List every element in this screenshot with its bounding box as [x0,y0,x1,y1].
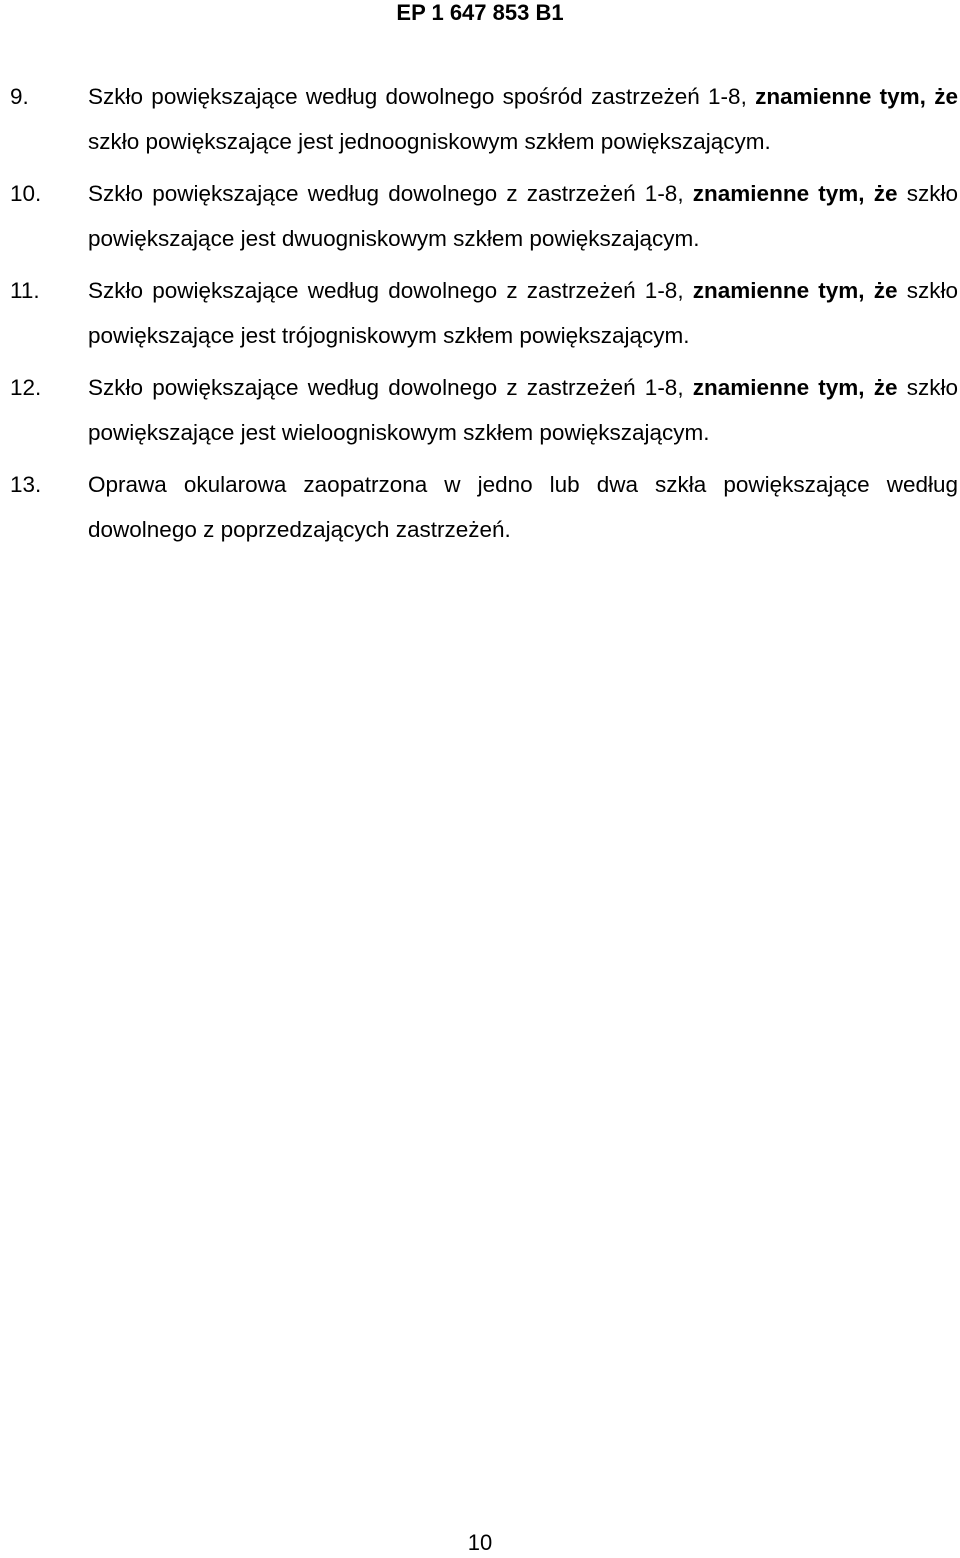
claim-text [88,268,958,358]
claim-13 [0,462,960,552]
claim-text-start: Szkło powiększające według dowolnego z zastrzeżeń 1-8, [88,278,693,303]
claim-text-start: Szkło powiększające według dowolnego spośród zastrzeżeń 1-8, [88,84,756,109]
claim-11 [0,268,960,358]
claim-characterizing-phrase: znamienne tym, że [692,278,898,303]
claim-text [88,365,958,455]
claim-12 [0,365,960,455]
claim-text-end: szkło powiększające jest wieloogniskowym szkłem powiększającym. [88,375,959,445]
claim-text-end: szkło powiększające jest jednoogniskowym szkłem powiększającym. [88,129,771,154]
claim-number: 13. [10,472,42,497]
claim-text-start: Szkło powiększające według dowolnego z zastrzeżeń 1-8, [88,375,693,400]
page-number: 10 [467,1530,493,1555]
patent-number-header: EP 1 647 853 B1 [396,0,564,25]
claim-number: 11. [10,278,40,303]
claim-number: 9. [10,84,29,109]
claim-text-start: Oprawa okularowa zaopatrzona w jedno lub dwa szkła powiększające według dowolnego z poprzedzających zastrzeżeń. [88,472,958,542]
claim-number: 10. [10,181,42,206]
claim-text [88,462,958,552]
claim-text [88,74,958,164]
claim-10 [0,171,960,261]
claim-characterizing-phrase: znamienne tym, że [692,181,898,206]
claim-text [88,171,958,261]
claim-text-end: szkło powiększające jest trójogniskowym szkłem powiększającym. [88,278,959,348]
claim-9 [0,74,960,164]
claims-list [0,74,960,559]
claim-characterizing-phrase: znamienne tym, że [692,375,898,400]
claim-text-start: Szkło powiększające według dowolnego z zastrzeżeń 1-8, [88,181,693,206]
claim-text-end: szkło powiększające jest dwuogniskowym szkłem powiększającym. [88,181,959,251]
claim-number: 12. [10,375,42,400]
claim-characterizing-phrase: znamienne tym, że [755,84,958,109]
